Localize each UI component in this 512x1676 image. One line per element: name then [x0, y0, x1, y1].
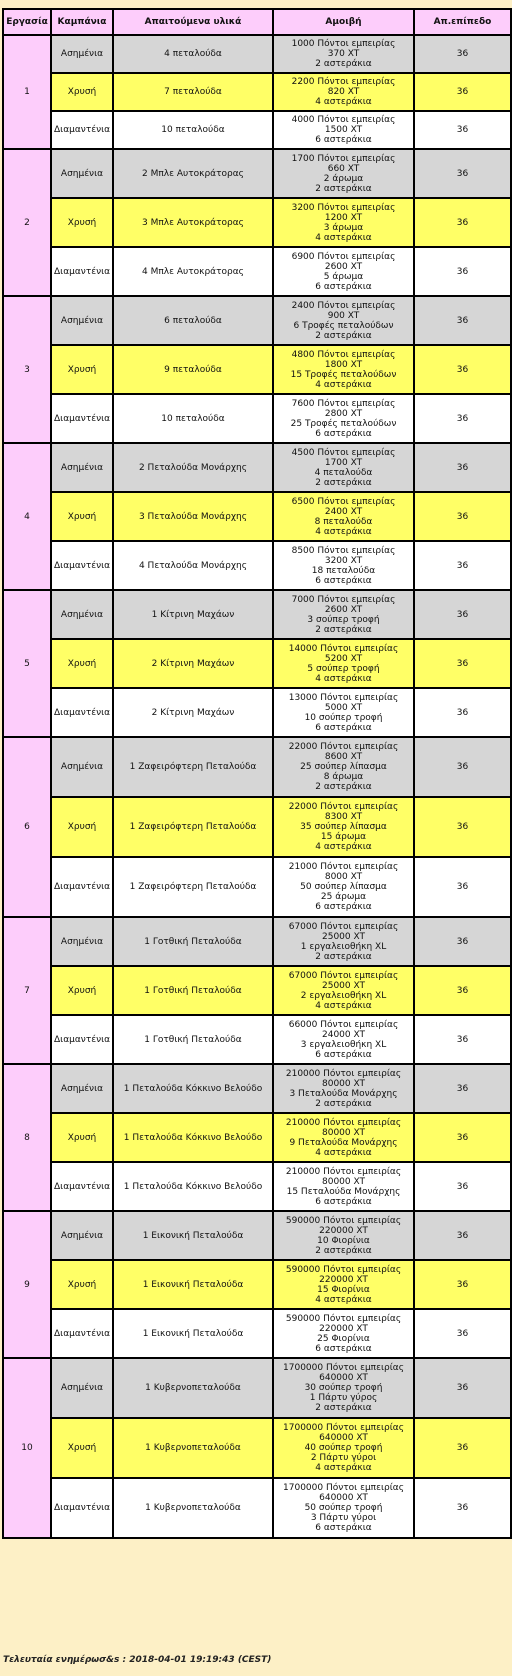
table-row — [3, 1260, 511, 1309]
campaign-cell: Χρυσή — [51, 1260, 113, 1309]
materials-cell: 1 Κίτρινη Μαχάων — [113, 590, 273, 639]
reward-line: 4 αστεράκια — [315, 842, 372, 852]
level-cell: 36 — [414, 1015, 511, 1064]
materials-cell: 1 Κυβερνοπεταλούδα — [113, 1418, 273, 1478]
level-cell: 36 — [414, 541, 511, 590]
reward-line: 1700000 Πόντοι εμπειρίας — [283, 1483, 404, 1493]
reward-line: 18 πεταλούδα — [311, 565, 376, 576]
reward-line: 35 σούπερ λίπασμα — [300, 822, 387, 832]
reward-line: 8 άρωμα — [323, 772, 364, 782]
task-number: 5 — [3, 590, 51, 737]
reward-line: 67000 Πόντοι εμπειρίας — [288, 970, 399, 981]
materials-cell: 7 πεταλούδα — [113, 73, 273, 111]
table-row — [3, 73, 511, 111]
table-row — [3, 35, 511, 73]
table-row — [3, 1015, 511, 1064]
reward-cell — [273, 73, 414, 111]
materials-cell: 10 πεταλούδα — [113, 394, 273, 443]
materials-cell: 1 Γοτθική Πεταλούδα — [113, 1015, 273, 1064]
campaign-cell: Χρυσή — [51, 73, 113, 111]
materials-cell: 3 Μπλε Αυτοκράτορας — [113, 198, 273, 247]
reward-line: 4 αστεράκια — [315, 526, 372, 537]
reward-line: 6 αστεράκια — [315, 1343, 372, 1354]
reward-line: 2 αστεράκια — [315, 782, 372, 792]
reward-line: 5 άρωμα — [323, 271, 364, 282]
reward-line: 3 εργαλειοθήκη XL — [300, 1039, 387, 1050]
reward-cell — [273, 1478, 414, 1538]
level-cell: 36 — [414, 1309, 511, 1358]
reward-cell — [273, 35, 414, 73]
reward-line: 2400 XT — [324, 506, 363, 517]
reward-line: 3 Πάρτυ γύροι — [310, 1513, 377, 1523]
reward-line: 80000 XT — [322, 1078, 365, 1089]
reward-cell — [273, 111, 414, 149]
level-cell: 36 — [414, 1260, 511, 1309]
reward-line: 80000 XT — [322, 1127, 365, 1138]
reward-line: 22000 Πόντοι εμπειρίας — [288, 802, 399, 812]
reward-line: 4 αστεράκια — [315, 232, 372, 243]
reward-cell — [273, 917, 414, 966]
reward-line: 10 Φιορίνια — [317, 1235, 370, 1246]
table-row — [3, 443, 511, 492]
level-cell: 36 — [414, 198, 511, 247]
table-row — [3, 590, 511, 639]
reward-line: 21000 Πόντοι εμπειρίας — [288, 862, 399, 872]
level-cell: 36 — [414, 1211, 511, 1260]
reward-line: 15 Πεταλούδα Μονάρχης — [286, 1186, 401, 1197]
materials-cell: 1 Κυβερνοπεταλούδα — [113, 1358, 273, 1418]
reward-line: 1 Πάρτυ γύρος — [309, 1393, 378, 1403]
reward-line: 640000 XT — [319, 1433, 368, 1443]
reward-line: 590000 Πόντοι εμπειρίας — [285, 1264, 402, 1275]
campaign-cell: Ασημένια — [51, 590, 113, 639]
level-cell: 36 — [414, 737, 511, 797]
reward-line: 10 σούπερ τροφή — [304, 712, 383, 723]
level-cell: 36 — [414, 1478, 511, 1538]
campaign-cell: Ασημένια — [51, 296, 113, 345]
table-row — [3, 917, 511, 966]
reward-line: 900 XT — [327, 310, 360, 321]
reward-cell — [273, 541, 414, 590]
reward-cell — [273, 492, 414, 541]
campaign-cell: Ασημένια — [51, 443, 113, 492]
reward-line: 14000 Πόντοι εμπειρίας — [288, 643, 399, 654]
reward-line: 6 αστεράκια — [315, 428, 372, 439]
reward-line: 7000 Πόντοι εμπειρίας — [291, 594, 396, 605]
reward-cell — [273, 247, 414, 296]
level-cell: 36 — [414, 1358, 511, 1418]
campaign-cell: Διαμαντένια — [51, 1309, 113, 1358]
materials-cell: 1 Εικονική Πεταλούδα — [113, 1260, 273, 1309]
level-cell: 36 — [414, 917, 511, 966]
campaign-cell: Διαμαντένια — [51, 857, 113, 917]
reward-line: 6 αστεράκια — [315, 1523, 372, 1533]
reward-line: 660 XT — [327, 163, 360, 174]
task-number: 8 — [3, 1064, 51, 1211]
reward-line: 8500 Πόντοι εμπειρίας — [291, 545, 396, 556]
materials-cell: 1 Ζαφειρόφτερη Πεταλούδα — [113, 737, 273, 797]
reward-line: 4 αστεράκια — [315, 1463, 372, 1473]
reward-cell — [273, 1064, 414, 1113]
materials-cell: 2 Κίτρινη Μαχάων — [113, 639, 273, 688]
reward-line: 22000 Πόντοι εμπειρίας — [288, 742, 399, 752]
campaign-cell: Χρυσή — [51, 639, 113, 688]
table-row — [3, 198, 511, 247]
materials-cell: 9 πεταλούδα — [113, 345, 273, 394]
reward-line: 2 αστεράκια — [315, 624, 372, 635]
reward-line: 6 αστεράκια — [315, 1196, 372, 1207]
reward-cell — [273, 1309, 414, 1358]
last-updated: Τελευταία ενημέρωσ&s : 2018-04-01 19:19:43 (CEST) — [3, 1655, 272, 1665]
campaign-cell: Ασημένια — [51, 917, 113, 966]
table-row — [3, 737, 511, 797]
reward-cell — [273, 296, 414, 345]
reward-cell — [273, 443, 414, 492]
reward-line: 2 αστεράκια — [315, 59, 372, 69]
reward-cell — [273, 1113, 414, 1162]
table-row — [3, 1162, 511, 1211]
reward-line: 6 αστεράκια — [315, 281, 372, 292]
table-row — [3, 797, 511, 857]
level-cell: 36 — [414, 149, 511, 198]
materials-cell: 4 πεταλούδα — [113, 35, 273, 73]
table-row — [3, 1478, 511, 1538]
campaign-cell: Ασημένια — [51, 35, 113, 73]
header-campaign: Καμπάνια — [51, 9, 113, 35]
level-cell: 36 — [414, 73, 511, 111]
reward-line: 210000 Πόντοι εμπειρίας — [285, 1166, 402, 1177]
level-cell: 36 — [414, 966, 511, 1015]
reward-line: 8000 XT — [324, 872, 363, 882]
materials-cell: 2 Πεταλούδα Μονάρχης — [113, 443, 273, 492]
campaign-cell: Διαμαντένια — [51, 394, 113, 443]
reward-line: 13000 Πόντοι εμπειρίας — [288, 692, 399, 703]
table-row — [3, 111, 511, 149]
table-row — [3, 1064, 511, 1113]
reward-line: 220000 XT — [319, 1323, 368, 1334]
table-row — [3, 966, 511, 1015]
reward-line: 1000 Πόντοι εμπειρίας — [291, 39, 396, 49]
materials-cell: 1 Κυβερνοπεταλούδα — [113, 1478, 273, 1538]
header-task: Εργασία — [3, 9, 51, 35]
materials-cell: 4 Μπλε Αυτοκράτορας — [113, 247, 273, 296]
level-cell: 36 — [414, 639, 511, 688]
level-cell: 36 — [414, 35, 511, 73]
task-number: 9 — [3, 1211, 51, 1358]
level-cell: 36 — [414, 1418, 511, 1478]
table-row — [3, 1358, 511, 1418]
reward-cell — [273, 394, 414, 443]
level-cell: 36 — [414, 1113, 511, 1162]
reward-line: 2 αστεράκια — [315, 951, 372, 962]
table-row — [3, 394, 511, 443]
header-reward: Αμοιβή — [273, 9, 414, 35]
level-cell: 36 — [414, 857, 511, 917]
reward-line: 4 αστεράκια — [315, 1147, 372, 1158]
task-number: 1 — [3, 35, 51, 149]
materials-cell: 2 Κίτρινη Μαχάων — [113, 688, 273, 737]
reward-cell — [273, 1162, 414, 1211]
reward-line: 3 σούπερ τροφή — [307, 614, 380, 625]
materials-cell: 1 Ζαφειρόφτερη Πεταλούδα — [113, 857, 273, 917]
reward-line: 4 αστεράκια — [315, 673, 372, 684]
reward-line: 1500 XT — [324, 125, 363, 135]
table-row — [3, 296, 511, 345]
header-level: Απ.επίπεδο — [414, 9, 511, 35]
reward-line: 15 Φιορίνια — [317, 1284, 370, 1295]
level-cell: 36 — [414, 688, 511, 737]
reward-line: 25 σούπερ λίπασμα — [300, 762, 387, 772]
reward-line: 2 αστεράκια — [315, 1245, 372, 1256]
reward-line: 2200 Πόντοι εμπειρίας — [291, 77, 396, 87]
campaign-cell: Διαμαντένια — [51, 1015, 113, 1064]
level-cell: 36 — [414, 345, 511, 394]
reward-line: 220000 XT — [319, 1225, 368, 1236]
reward-line: 8 πεταλούδα — [314, 516, 373, 527]
reward-line: 2 εργαλειοθήκη XL — [300, 990, 387, 1001]
table-row — [3, 639, 511, 688]
reward-cell — [273, 198, 414, 247]
reward-cell — [273, 1418, 414, 1478]
reward-line: 1700000 Πόντοι εμπειρίας — [283, 1423, 404, 1433]
reward-cell — [273, 737, 414, 797]
campaign-cell: Ασημένια — [51, 149, 113, 198]
materials-cell: 4 Πεταλούδα Μονάρχης — [113, 541, 273, 590]
reward-line: 25 Φιορίνια — [317, 1333, 370, 1344]
table-row — [3, 857, 511, 917]
reward-line: 640000 XT — [319, 1373, 368, 1383]
reward-line: 6 αστεράκια — [315, 575, 372, 586]
reward-line: 4000 Πόντοι εμπειρίας — [291, 115, 396, 125]
level-cell: 36 — [414, 492, 511, 541]
reward-line: 30 σούπερ τροφή — [304, 1383, 383, 1393]
reward-line: 5 σούπερ τροφή — [307, 663, 380, 674]
campaign-cell: Χρυσή — [51, 345, 113, 394]
reward-line: 3200 XT — [324, 555, 363, 566]
reward-line: 6500 Πόντοι εμπειρίας — [291, 496, 396, 507]
task-number: 2 — [3, 149, 51, 296]
table-row — [3, 1309, 511, 1358]
reward-line: 15 Τροφές πεταλούδων — [290, 369, 397, 380]
table-row — [3, 247, 511, 296]
reward-cell — [273, 345, 414, 394]
reward-cell — [273, 966, 414, 1015]
reward-line: 25000 XT — [322, 980, 365, 991]
reward-line: 24000 XT — [322, 1029, 365, 1040]
campaign-cell: Ασημένια — [51, 1064, 113, 1113]
reward-line: 2 αστεράκια — [315, 330, 372, 341]
campaign-cell: Ασημένια — [51, 1358, 113, 1418]
reward-line: 640000 XT — [319, 1493, 368, 1503]
reward-line: 2 αστεράκια — [315, 183, 372, 194]
reward-line: 590000 Πόντοι εμπειρίας — [285, 1215, 402, 1226]
campaign-cell: Διαμαντένια — [51, 247, 113, 296]
level-cell: 36 — [414, 111, 511, 149]
materials-cell: 1 Εικονική Πεταλούδα — [113, 1211, 273, 1260]
campaign-cell: Χρυσή — [51, 492, 113, 541]
campaign-cell: Χρυσή — [51, 1418, 113, 1478]
campaign-cell: Διαμαντένια — [51, 541, 113, 590]
reward-line: 4500 Πόντοι εμπειρίας — [291, 447, 396, 458]
reward-line: 1200 XT — [324, 212, 363, 223]
reward-line: 210000 Πόντοι εμπειρίας — [285, 1068, 402, 1079]
materials-cell: 1 Πεταλούδα Κόκκινο Βελούδο — [113, 1162, 273, 1211]
reward-line: 1700 Πόντοι εμπειρίας — [291, 153, 396, 164]
reward-line: 4 πεταλούδα — [314, 467, 373, 478]
reward-line: 25000 XT — [322, 931, 365, 942]
level-cell: 36 — [414, 590, 511, 639]
task-number: 10 — [3, 1358, 51, 1538]
table-row — [3, 688, 511, 737]
level-cell: 36 — [414, 1064, 511, 1113]
reward-cell — [273, 590, 414, 639]
table-row — [3, 345, 511, 394]
level-cell: 36 — [414, 797, 511, 857]
level-cell: 36 — [414, 247, 511, 296]
reward-line: 210000 Πόντοι εμπειρίας — [285, 1117, 402, 1128]
campaign-cell: Ασημένια — [51, 1211, 113, 1260]
materials-cell: 6 πεταλούδα — [113, 296, 273, 345]
reward-cell — [273, 639, 414, 688]
reward-line: 25 άρωμα — [320, 892, 367, 902]
reward-line: 2 Πάρτυ γύροι — [310, 1453, 377, 1463]
table-row — [3, 1211, 511, 1260]
materials-cell: 1 Εικονική Πεταλούδα — [113, 1309, 273, 1358]
reward-line: 4 αστεράκια — [315, 97, 372, 107]
reward-line: 4800 Πόντοι εμπειρίας — [291, 349, 396, 360]
level-cell: 36 — [414, 1162, 511, 1211]
reward-cell — [273, 149, 414, 198]
table-row — [3, 541, 511, 590]
reward-cell — [273, 797, 414, 857]
campaign-cell: Διαμαντένια — [51, 688, 113, 737]
reward-line: 40 σούπερ τροφή — [304, 1443, 383, 1453]
reward-line: 1700000 Πόντοι εμπειρίας — [283, 1363, 404, 1373]
reward-line: 590000 Πόντοι εμπειρίας — [285, 1313, 402, 1324]
level-cell: 36 — [414, 443, 511, 492]
reward-line: 1700 XT — [324, 457, 363, 468]
campaign-cell: Διαμαντένια — [51, 111, 113, 149]
table-row — [3, 1418, 511, 1478]
reward-line: 2 άρωμα — [323, 173, 364, 184]
reward-cell — [273, 1260, 414, 1309]
reward-cell — [273, 1015, 414, 1064]
reward-line: 15 άρωμα — [320, 832, 367, 842]
campaign-cell: Διαμαντένια — [51, 1162, 113, 1211]
task-number: 4 — [3, 443, 51, 590]
reward-line: 3 Πεταλούδα Μονάρχης — [289, 1088, 398, 1099]
reward-line: 220000 XT — [319, 1274, 368, 1285]
level-cell: 36 — [414, 394, 511, 443]
reward-line: 1800 XT — [324, 359, 363, 370]
reward-line: 50 σούπερ λίπασμα — [300, 882, 387, 892]
reward-line: 4 αστεράκια — [315, 1294, 372, 1305]
reward-line: 6 αστεράκια — [315, 1049, 372, 1060]
reward-cell — [273, 857, 414, 917]
reward-line: 8600 XT — [324, 752, 363, 762]
reward-line: 6 αστεράκια — [315, 902, 372, 912]
reward-line: 2 αστεράκια — [315, 1098, 372, 1109]
materials-cell: 1 Γοτθική Πεταλούδα — [113, 917, 273, 966]
materials-cell: 3 Πεταλούδα Μονάρχης — [113, 492, 273, 541]
reward-line: 2600 XT — [324, 261, 363, 272]
campaign-cell: Χρυσή — [51, 198, 113, 247]
reward-line: 6 Τροφές πεταλούδων — [293, 320, 394, 331]
header-row — [3, 9, 511, 35]
reward-line: 7600 Πόντοι εμπειρίας — [291, 398, 396, 409]
campaign-cell: Ασημένια — [51, 737, 113, 797]
reward-line: 6 αστεράκια — [315, 135, 372, 145]
reward-cell — [273, 688, 414, 737]
level-cell: 36 — [414, 296, 511, 345]
table-row — [3, 492, 511, 541]
table-row — [3, 1113, 511, 1162]
reward-line: 66000 Πόντοι εμπειρίας — [288, 1019, 399, 1030]
reward-line: 2600 XT — [324, 604, 363, 615]
task-number: 3 — [3, 296, 51, 443]
table-row — [3, 149, 511, 198]
reward-line: 820 XT — [327, 87, 360, 97]
reward-line: 5000 XT — [324, 702, 363, 713]
reward-line: 2800 XT — [324, 408, 363, 419]
materials-cell: 1 Πεταλούδα Κόκκινο Βελούδο — [113, 1113, 273, 1162]
reward-line: 2400 Πόντοι εμπειρίας — [291, 300, 396, 311]
tasks-body — [3, 35, 511, 1538]
reward-line: 67000 Πόντοι εμπειρίας — [288, 921, 399, 932]
reward-line: 80000 XT — [322, 1176, 365, 1187]
reward-line: 4 αστεράκια — [315, 1000, 372, 1011]
task-number: 6 — [3, 737, 51, 917]
materials-cell: 10 πεταλούδα — [113, 111, 273, 149]
campaign-cell: Χρυσή — [51, 797, 113, 857]
reward-line: 9 Πεταλούδα Μονάρχης — [289, 1137, 398, 1148]
campaign-cell: Διαμαντένια — [51, 1478, 113, 1538]
header-materials: Απαιτούμενα υλικά — [113, 9, 273, 35]
campaign-cell: Χρυσή — [51, 1113, 113, 1162]
reward-line: 6900 Πόντοι εμπειρίας — [291, 251, 396, 262]
reward-line: 50 σούπερ τροφή — [304, 1503, 383, 1513]
reward-line: 4 αστεράκια — [315, 379, 372, 390]
reward-cell — [273, 1358, 414, 1418]
reward-line: 370 XT — [327, 49, 360, 59]
materials-cell: 1 Ζαφειρόφτερη Πεταλούδα — [113, 797, 273, 857]
reward-line: 8300 XT — [324, 812, 363, 822]
tasks-table — [2, 8, 512, 1539]
reward-cell — [273, 1211, 414, 1260]
reward-line: 3200 Πόντοι εμπειρίας — [291, 202, 396, 213]
reward-line: 6 αστεράκια — [315, 722, 372, 733]
reward-line: 3 άρωμα — [323, 222, 364, 233]
task-number: 7 — [3, 917, 51, 1064]
materials-cell: 2 Μπλε Αυτοκράτορας — [113, 149, 273, 198]
reward-line: 25 Τροφές πεταλούδων — [290, 418, 397, 429]
materials-cell: 1 Πεταλούδα Κόκκινο Βελούδο — [113, 1064, 273, 1113]
reward-line: 2 αστεράκια — [315, 1403, 372, 1413]
reward-line: 5200 XT — [324, 653, 363, 664]
reward-line: 2 αστεράκια — [315, 477, 372, 488]
campaign-cell: Χρυσή — [51, 966, 113, 1015]
materials-cell: 1 Γοτθική Πεταλούδα — [113, 966, 273, 1015]
reward-line: 1 εργαλειοθήκη XL — [300, 941, 387, 952]
